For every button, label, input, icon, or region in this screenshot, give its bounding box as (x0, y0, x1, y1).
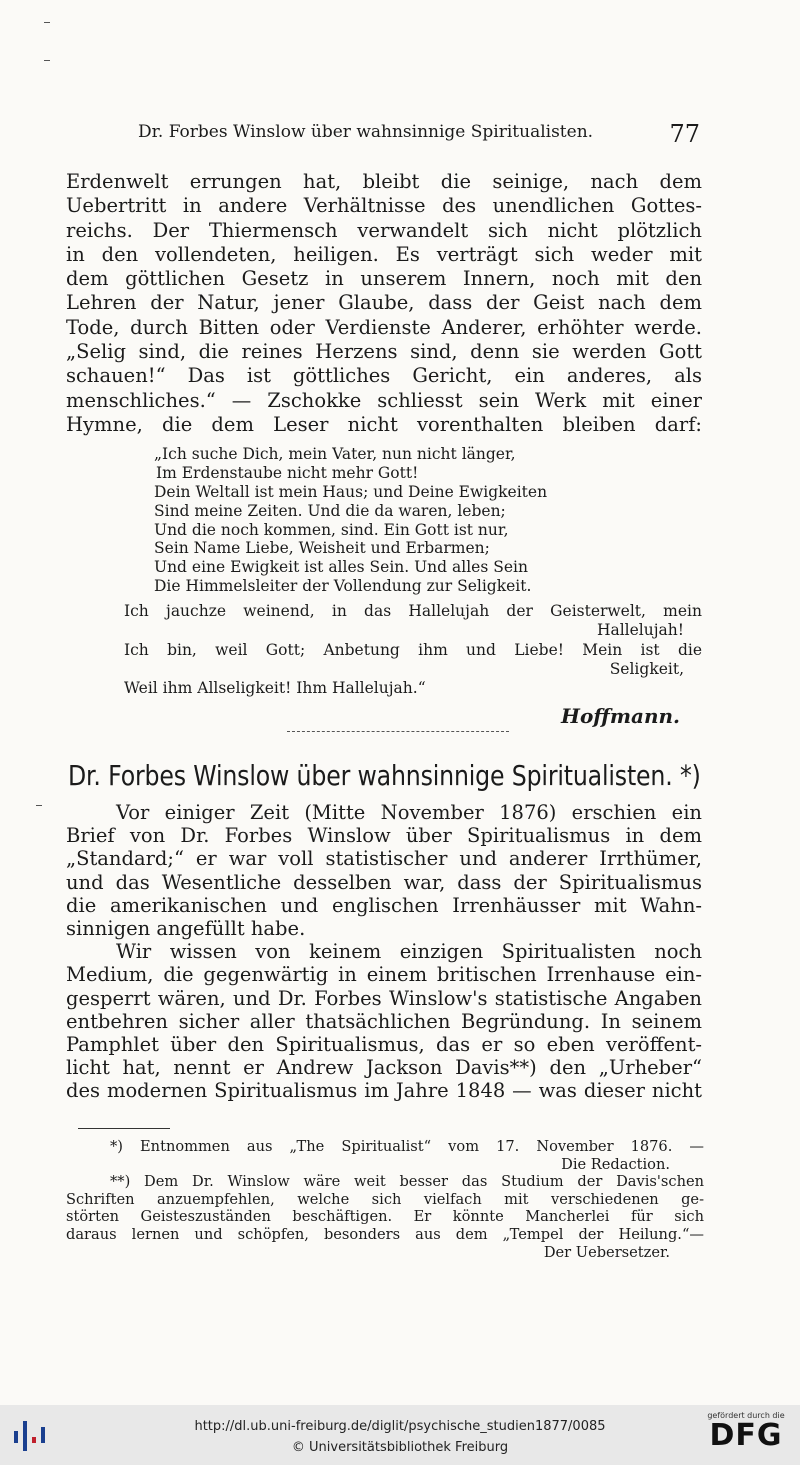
poem-line: „Ich suche Dich, mein Vater, nun nicht länger, (154, 445, 516, 463)
verse-line: Hallelujah! (596, 621, 684, 640)
text-line: Medium, die gegenwärtig in einem britischen Irrenhause ein- (66, 963, 702, 987)
scan-mark (44, 22, 50, 23)
text-line: und das Wesentliche desselben war, dass der Spiritualismus (66, 870, 702, 894)
text-line: schauen!“ Das ist göttliches Gericht, ein anderes, als (66, 364, 702, 388)
text-line: licht hat, nennt er Andrew Jackson Davis**) den „Urheber“ (66, 1056, 702, 1080)
text-line: Tode, durch Bitten oder Verdienste Anderer, erhöhter werde. (66, 315, 702, 339)
text-line: die amerikanischen und englischen Irrenhäusser mit Wahn- (66, 893, 702, 917)
running-head (138, 120, 700, 146)
footnote-line: **) Dem Dr. Winslow wäre weit besser das Studium der Davis'schen (110, 1173, 704, 1191)
hymn-poem (154, 445, 644, 596)
footnote-line: Die Redaction. (561, 1155, 670, 1173)
poem-line: Die Himmelsleiter der Vollendung zur Seligkeit. (154, 577, 532, 596)
poem-line: Und eine Ewigkeit ist alles Sein. Und alles Sein (154, 558, 528, 577)
article-heading: Dr. Forbes Winslow über wahnsinnige Spiritualisten. *) (68, 760, 701, 792)
poem-line: Im Erdenstaube nicht mehr Gott! (156, 463, 419, 482)
text-line: Wir wissen von keinem einzigen Spiritualisten noch (116, 940, 702, 964)
permalink-url[interactable]: http://dl.ub.uni-freiburg.de/diglit/psychische_studien1877/0085 (194, 1419, 606, 1434)
text-line: reichs. Der Thiermensch verwandelt sich nicht plötzlich (66, 218, 702, 242)
poem-line: Und die noch kommen, sind. Ein Gott ist nur, (154, 520, 509, 539)
body-text-top (66, 170, 702, 437)
text-line: Lehren der Natur, jener Glaube, dass der Geist nach dem (66, 291, 702, 315)
text-line: Pamphlet über den Spiritualismus, das er so eben veröffent- (66, 1032, 702, 1056)
text-line: entbehren sicher aller thatsächlichen Begründung. In seinem (66, 1009, 702, 1033)
text-line: dem göttlichen Gesetz in unserem Innern, noch mit den (66, 267, 702, 291)
section-separator (287, 731, 509, 732)
author-signature: Hoffmann. (561, 704, 680, 728)
copyright-notice: © Universitätsbibliothek Freiburg (291, 1440, 509, 1455)
text-line: gesperrt wären, und Dr. Forbes Winslow's statistische Angaben (66, 986, 702, 1010)
footnote-line: daraus lernen und schöpfen, besonders aus dem „Tempel der Heilung.“— (66, 1225, 704, 1243)
scan-mark (36, 805, 42, 806)
footnote-line: *) Entnommen aus „The Spiritualist“ vom 17. November 1876. — (110, 1138, 704, 1155)
dfg-caption: gefördert durch die (707, 1411, 785, 1420)
text-line: sinnigen angefüllt habe. (66, 916, 306, 940)
footnote-line: Schriften anzuempfehlen, welche sich vielfach mit verschiedenen ge- (66, 1190, 704, 1208)
body-text-bottom (66, 801, 702, 1102)
dfg-logo (700, 1411, 792, 1461)
verse-line: Ich jauchze weinend, in das Hallelujah der Geisterwelt, mein (124, 602, 702, 620)
text-line: in den vollendeten, heiligen. Es verträgt sich weder mit (66, 242, 702, 266)
text-line: Uebertritt in andere Verhältnisse des unendlichen Gottes- (66, 194, 702, 218)
running-head-title: Dr. Forbes Winslow über wahnsinnige Spiritualisten. (138, 122, 594, 142)
poem-line: Sein Name Liebe, Weisheit und Erbarmen; (154, 539, 490, 558)
text-line: Hymne, die dem Leser nicht vorenthalten bleiben darf: (66, 412, 702, 436)
text-line: Erdenwelt errungen hat, bleibt die seinige, nach dem (66, 170, 702, 193)
footnote-rule (78, 1128, 170, 1129)
footnote-line: Der Uebersetzer. (543, 1243, 670, 1261)
text-line: menschliches.“ — Zschokke schliesst sein Werk mit einer (66, 388, 702, 412)
page-number: 77 (669, 120, 700, 148)
viewer-footer (0, 1405, 800, 1465)
hymn-verse (124, 602, 702, 698)
text-line: Brief von Dr. Forbes Winslow über Spiritualismus in dem (66, 824, 702, 848)
text-line: „Standard;“ er war voll statistischer und anderer Irrthümer, (66, 847, 702, 871)
text-line: „Selig sind, die reines Herzens sind, denn sie werden Gott (66, 340, 702, 364)
poem-line: Dein Weltall ist mein Haus; und Deine Ewigkeiten (154, 482, 548, 501)
text-line: Vor einiger Zeit (Mitte November 1876) erschien ein (116, 801, 702, 824)
footnote-line: störten Geisteszuständen beschäftigen. Er könnte Mancherlei für sich (66, 1208, 704, 1226)
footnotes (66, 1138, 704, 1261)
verse-line: Ich bin, weil Gott; Anbetung ihm und Liebe! Mein ist die (124, 640, 702, 659)
verse-line: Weil ihm Allseligkeit! Ihm Hallelujah.“ (124, 679, 426, 698)
verse-line: Seligkeit, (609, 659, 684, 678)
scan-mark (44, 60, 50, 61)
poem-line: Sind meine Zeiten. Und die da waren, leben; (154, 501, 506, 520)
text-line: des modernen Spiritualismus im Jahre 1848 — was dieser nicht (66, 1079, 702, 1103)
dfg-logo-text: DFG (709, 1418, 783, 1453)
